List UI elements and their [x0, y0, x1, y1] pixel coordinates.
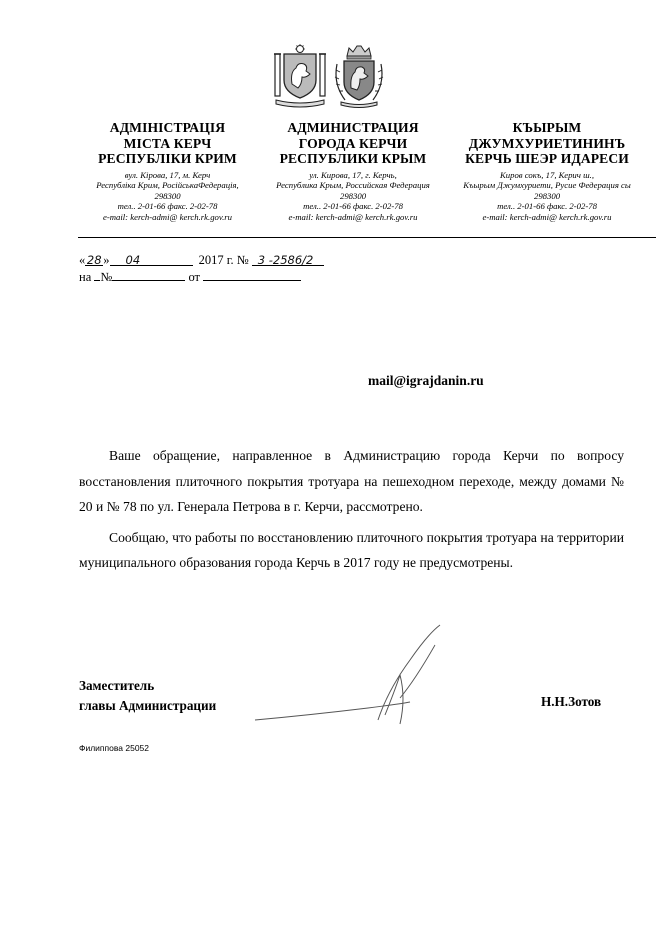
org-title-line: РЕСПУБЛИКИ КРЫМ	[279, 151, 427, 166]
from-label: от	[188, 270, 200, 284]
handwritten-signature	[250, 620, 450, 740]
date-day-field	[85, 253, 103, 266]
org-title-line: РЕСПУБЛІКИ КРИМ	[98, 151, 237, 166]
org-title-line: АДМІНІСТРАЦІЯ	[109, 120, 226, 135]
address-line: 298300	[154, 190, 181, 201]
signatory-name: Н.Н.Зотов	[541, 694, 602, 709]
org-title-line: АДМИНИСТРАЦИЯ	[287, 120, 419, 135]
address-line: тел.. 2-01-66 факс. 2-02-78	[303, 201, 403, 212]
address-line: Къырым Джумхуриети, Русие Федерация сы	[463, 180, 631, 191]
signatory-title-line: главы Администрации	[79, 697, 217, 713]
outgoing-reference	[79, 253, 324, 267]
header-crimean-tatar	[447, 120, 647, 222]
org-title-line: ДЖУМХУРИЕТИНИНЪ	[468, 135, 626, 151]
address-line: Республіка Крим, РосійськаФедерація,	[96, 180, 239, 191]
address-line: Республика Крым, Российская Федерация	[276, 180, 430, 191]
executor-note: Филиппова 25052	[79, 743, 149, 753]
incoming-reference	[79, 268, 301, 284]
paragraph: Ваше обращение, направленное в Администрацию города Керчи по вопросу восстановления плиточного покрытия тротуара на пешеходном переходе, между домами № 20 и № 78 по ул. Генерала Петрова в г. Керчи, рассмотрено.	[79, 448, 624, 514]
address-line: e-mail: kerch-admi@ kerch.rk.gov.ru	[102, 211, 232, 222]
quote-close: »	[103, 253, 110, 267]
kerch-coat-of-arms	[331, 44, 387, 108]
on-label: на	[79, 270, 92, 284]
quote-open: «	[79, 253, 86, 267]
recipient-email: mail@igrajdanin.ru	[368, 373, 484, 388]
org-title-line: КЕРЧЬ ШЕЭР ИДАРЕСИ	[465, 151, 629, 166]
address-line: 298300	[533, 190, 561, 201]
date-day: 28	[86, 253, 102, 267]
year-and-number-label: 2017 г. №	[198, 253, 249, 267]
date-month-field	[110, 253, 193, 266]
org-title-line: КЪЫРЫМ	[512, 120, 582, 135]
address-line: вул. Кірова, 17, м. Керч	[124, 169, 211, 180]
address-line: Киров сокъ, 17, Керич ш.,	[500, 169, 594, 180]
letter-body	[79, 443, 624, 576]
signatory-title	[79, 676, 216, 715]
address-line: тел.. 2-01-66 факс. 2-02-78	[497, 201, 597, 212]
address-line: 298300	[339, 190, 367, 201]
document-number: 3 -2586/2	[257, 253, 314, 267]
header-ukrainian	[60, 120, 275, 222]
org-title-line: ГОРОДА КЕРЧИ	[298, 135, 408, 151]
crimea-coat-of-arms	[272, 44, 328, 108]
on-number-label: №	[100, 270, 113, 284]
org-title-line: МІСТА КЕРЧ	[123, 135, 212, 151]
incoming-number-field	[112, 268, 185, 281]
incoming-date-field	[203, 268, 301, 281]
address-line: e-mail: kerch-admi@ kerch.rk.gov.ru	[288, 211, 418, 222]
header-divider	[78, 237, 656, 238]
address-line: e-mail: kerch-admi@ kerch.rk.gov.ru	[482, 211, 612, 222]
header-russian	[262, 120, 444, 222]
date-month: 04	[125, 253, 141, 267]
paragraph: Сообщаю, что работы по восстановлению плиточного покрытия тротуара на территории муниципального образования города Керчь в 2017 году не предусмотрены.	[79, 529, 624, 570]
address-line: тел.. 2-01-66 факс. 2-02-78	[117, 201, 218, 212]
signatory-title-line: Заместитель	[79, 678, 155, 693]
address-line: ул. Кирова, 17, г. Керчь,	[309, 169, 397, 180]
number-field	[252, 253, 324, 266]
